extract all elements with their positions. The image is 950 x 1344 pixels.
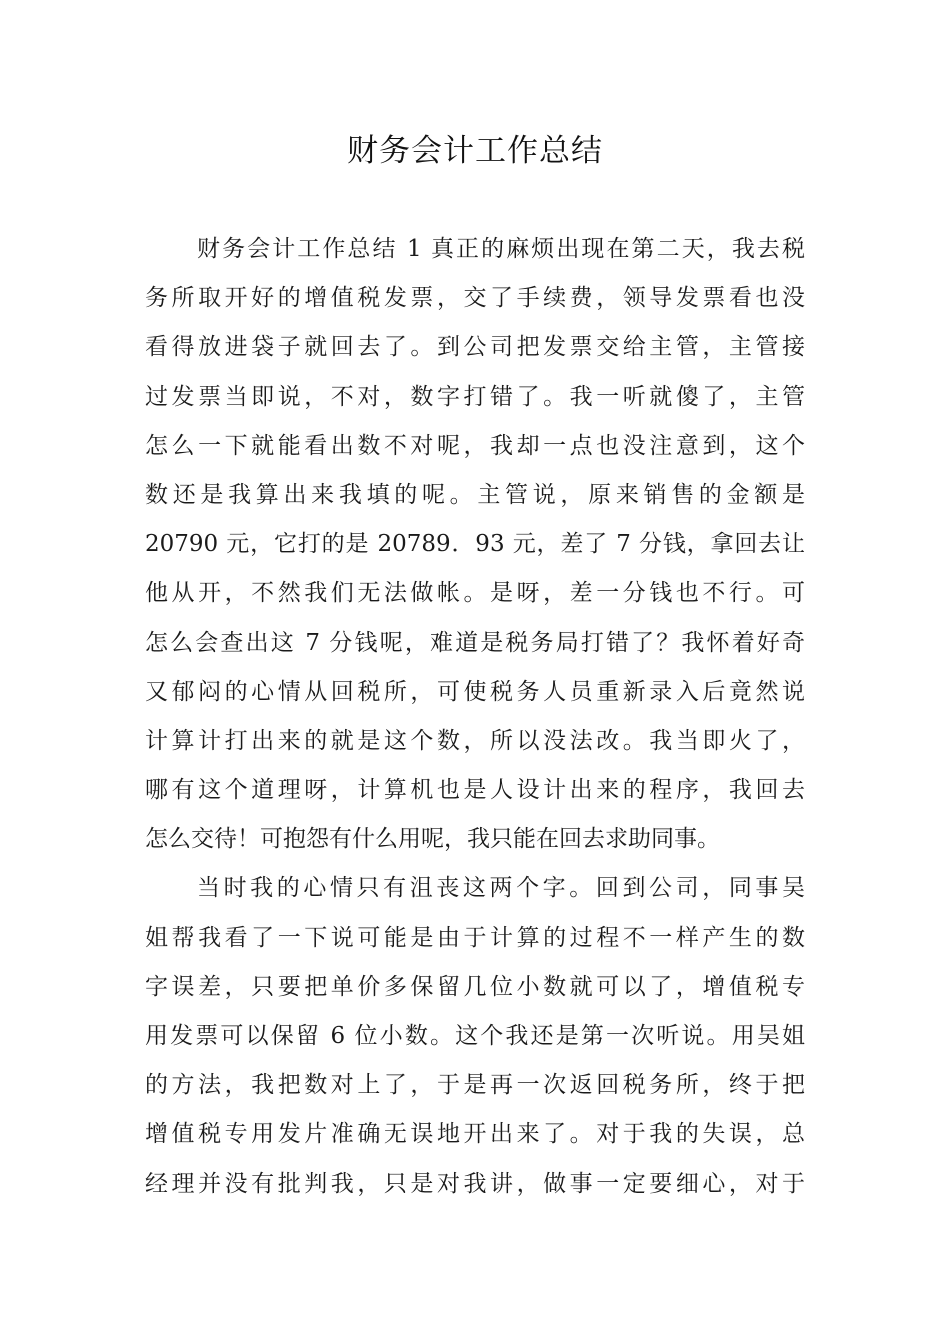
paragraph-line: 用发票可以保留 6 位小数。这个我还是第一次听说。用吴姐 bbox=[145, 1023, 805, 1049]
paragraph-line: 怎么会查出这 7 分钱呢，难道是税务局打错了？我怀着好奇 bbox=[145, 629, 805, 656]
paragraph-line: 又郁闷的心情从回税所，可使税务人员重新录入后竟然说 bbox=[145, 678, 805, 705]
document-title: 财务会计工作总结 bbox=[347, 133, 603, 169]
paragraph-line: 过发票当即说，不对，数字打错了。我一听就傻了，主管 bbox=[145, 383, 805, 410]
document-body bbox=[145, 225, 805, 1209]
paragraph-line: 字误差，只要把单价多保留几位小数就可以了，增值税专 bbox=[145, 973, 805, 1000]
paragraph-line: 20790 元，它打的是 20789．93 元，差了 7 分钱，拿回去让 bbox=[145, 531, 805, 558]
paragraph-line: 经理并没有批判我，只是对我讲，做事一定要细心，对于 bbox=[145, 1170, 805, 1197]
paragraph-line: 数还是我算出来我填的呢。主管说，原来销售的金额是 bbox=[145, 481, 805, 508]
paragraph-line: 他从开，不然我们无法做帐。是呀，差一分钱也不行。可 bbox=[145, 580, 805, 607]
paragraph-line: 财务会计工作总结 1 真正的麻烦出现在第二天，我去税 bbox=[197, 236, 805, 262]
paragraph-line: 当时我的心情只有沮丧这两个字。回到公司，同事吴 bbox=[197, 875, 805, 902]
paragraph-line: 计算计打出来的就是这个数，所以没法改。我当即火了， bbox=[145, 727, 805, 754]
paragraph-line: 姐帮我看了一下说可能是由于计算的过程不一样产生的数 bbox=[145, 924, 805, 951]
paragraph-1 bbox=[145, 225, 805, 864]
paragraph-2 bbox=[145, 864, 805, 1208]
paragraph-line: 哪有这个道理呀，计算机也是人设计出来的程序，我回去 bbox=[145, 777, 805, 804]
paragraph-line: 怎么交待！可抱怨有什么用呢，我只能在回去求助同事。 bbox=[145, 826, 720, 853]
paragraph-line: 怎么一下就能看出数不对呢，我却一点也没注意到，这个 bbox=[145, 432, 805, 459]
paragraph-line: 务所取开好的增值税发票，交了手续费，领导发票看也没 bbox=[145, 285, 805, 312]
paragraph-line: 的方法，我把数对上了，于是再一次返回税务所，终于把 bbox=[145, 1072, 805, 1099]
paragraph-line: 增值税专用发片准确无误地开出来了。对于我的失误，总 bbox=[145, 1121, 805, 1148]
paragraph-line: 看得放进袋子就回去了。到公司把发票交给主管，主管接 bbox=[145, 334, 805, 361]
